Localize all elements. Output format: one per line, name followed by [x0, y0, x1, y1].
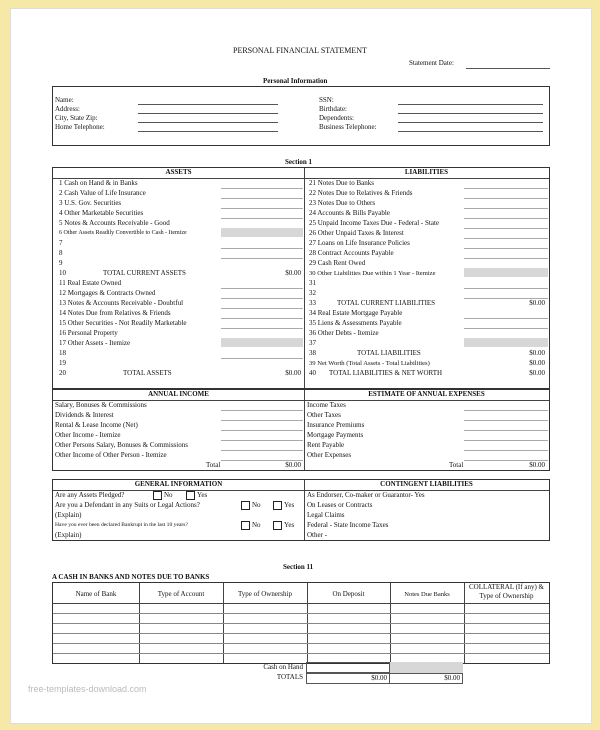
annual-expenses-heading: ESTIMATE OF ANNUAL EXPENSES — [368, 390, 485, 398]
totals-notes-box — [389, 673, 463, 684]
liability-value-line[interactable] — [464, 188, 548, 189]
liability-row: 33 — [309, 299, 316, 307]
city-state-zip-label: City, State Zip: — [55, 114, 98, 122]
defendant-explain: (Explain) — [55, 511, 82, 519]
contingent-row: As Endorser, Co-maker or Guarantor- Yes — [307, 491, 425, 499]
bank-table-row[interactable] — [53, 633, 549, 634]
income-list — [55, 401, 188, 461]
liability-row: 31 — [309, 279, 316, 287]
liability-row: 34 Real Estate Mortgage Payable — [309, 309, 403, 317]
bank-table-row[interactable] — [53, 643, 549, 644]
asset-row: 7 — [59, 239, 63, 247]
bankrupt-no-label: No — [252, 521, 261, 529]
liability-value-line[interactable] — [464, 228, 548, 229]
bank-table-row[interactable] — [53, 603, 549, 604]
liability-row: 35 Liens & Assessments Payable — [309, 319, 402, 327]
expense-value-line[interactable] — [464, 410, 548, 411]
income-row: Other Income - Itemize — [55, 431, 121, 439]
contingent-heading: CONTINGENT LIABILITIES — [380, 480, 473, 488]
liability-row: 21 Notes Due to Banks — [309, 179, 374, 187]
liability-value-line[interactable] — [464, 208, 548, 209]
dependents-label: Dependents: — [319, 114, 354, 122]
asset-value-line[interactable] — [221, 308, 303, 309]
bankrupt-yes-label: Yes — [284, 521, 295, 529]
col-on-deposit: On Deposit — [332, 590, 365, 598]
liability-row: 28 Contract Accounts Payable — [309, 249, 394, 257]
liability-value-line[interactable] — [464, 198, 548, 199]
col-name-of-bank: Name of Bank — [75, 590, 117, 598]
bank-table-row[interactable] — [53, 613, 549, 614]
asset-row: 12 Mortgages & Contracts Owned — [59, 289, 156, 297]
defendant-no-checkbox[interactable] — [241, 501, 250, 510]
bankrupt-no-checkbox[interactable] — [241, 521, 250, 530]
expense-row: Other Expenses — [307, 451, 352, 459]
liability-value-line[interactable] — [464, 318, 548, 319]
contingent-row: Other - — [307, 531, 328, 539]
asset-row: 10 — [59, 269, 66, 277]
col-notes-due-banks: Notes Due Banks — [404, 591, 450, 598]
asset-row: 15 Other Securities - Not Readily Marketable — [59, 319, 187, 327]
income-total-label: Total — [206, 461, 221, 469]
liability-row: 40 — [309, 369, 316, 377]
liability-row: 24 Accounts & Bills Payable — [309, 209, 390, 217]
expenses-total-label: Total — [449, 461, 464, 469]
asset-row: 1 Cash on Hand & in Banks — [59, 179, 138, 187]
total-liabilities-net-worth-label: TOTAL LIABILITIES & NET WORTH — [329, 369, 443, 377]
total-current-liabilities-label: TOTAL CURRENT LIABILITIES — [337, 299, 436, 307]
liability-value-line[interactable] — [464, 238, 548, 239]
liability-row: 22 Notes Due to Relatives & Friends — [309, 189, 413, 197]
assets-heading: ASSETS — [165, 168, 192, 176]
income-total-value: $0.00 — [285, 461, 301, 469]
asset-value-line[interactable] — [221, 358, 303, 359]
bankrupt-question: Have you ever been declared Bankrupt in the last 10 years? — [55, 522, 188, 528]
contingent-row: Legal Claims — [307, 511, 345, 519]
income-row: Rental & Lease Income (Net) — [55, 421, 138, 429]
income-value-line[interactable] — [221, 420, 303, 421]
total-liabilities-net-worth-value: $0.00 — [529, 369, 545, 377]
expense-row: Rent Payable — [307, 441, 345, 449]
section2-title: Section 11 — [283, 563, 314, 571]
expense-row: Mortgage Payments — [307, 431, 364, 439]
section1-box — [52, 167, 550, 389]
liability-row: 29 Cash Rent Owed — [309, 259, 366, 267]
assets-pledged-yes-checkbox[interactable] — [186, 491, 195, 500]
expenses-list — [307, 401, 364, 461]
expense-value-line[interactable] — [464, 440, 548, 441]
asset-row: 3 U.S. Gov. Securities — [59, 199, 122, 207]
expense-value-line[interactable] — [464, 460, 548, 461]
bank-table — [52, 582, 550, 664]
asset-6-shaded — [221, 228, 303, 237]
liability-row: 38 — [309, 349, 316, 357]
statement-date-field[interactable] — [466, 68, 550, 69]
contingent-row: On Leases or Contracts — [307, 501, 373, 509]
liability-row: 25 Unpaid Income Taxes Due - Federal - State — [309, 219, 440, 227]
expense-row: Income Taxes — [307, 401, 346, 409]
income-row: Other Income of Other Person - Itemize — [55, 451, 167, 459]
liability-30-shaded — [464, 268, 548, 277]
asset-value-line[interactable] — [221, 328, 303, 329]
home-telephone-label: Home Telephone: — [55, 123, 105, 131]
income-value-line[interactable] — [221, 430, 303, 431]
liability-value-line[interactable] — [464, 328, 548, 329]
bank-table-row[interactable] — [53, 623, 549, 624]
birthdate-label: Birthdate: — [319, 105, 347, 113]
liability-row: 30 Other Liabilities Due within 1 Year - Itemize — [309, 270, 436, 277]
expense-row: Other Taxes — [307, 411, 341, 419]
general-header-rule — [53, 490, 549, 491]
asset-value-line[interactable] — [221, 188, 303, 189]
defendant-no-label: No — [252, 501, 261, 509]
bankrupt-yes-checkbox[interactable] — [273, 521, 282, 530]
address-field[interactable] — [138, 113, 278, 114]
ssn-field[interactable] — [398, 104, 543, 105]
total-current-assets-value: $0.00 — [285, 269, 301, 277]
expense-value-line[interactable] — [464, 450, 548, 451]
assets-pledged-no-checkbox[interactable] — [153, 491, 162, 500]
assets-pledged-no-label: No — [164, 491, 173, 499]
asset-value-line[interactable] — [221, 258, 303, 259]
cash-in-banks-heading: A CASH IN BANKS AND NOTES DUE TO BANKS — [52, 573, 210, 581]
general-contingent-divider — [304, 480, 305, 540]
cash-on-hand-shaded — [390, 662, 463, 673]
asset-17-shaded — [221, 338, 303, 347]
asset-value-line[interactable] — [221, 318, 303, 319]
watermark: free-templates-download.com — [28, 684, 147, 694]
asset-value-line[interactable] — [221, 198, 303, 199]
city-state-zip-field[interactable] — [138, 122, 278, 123]
annual-income-heading: ANNUAL INCOME — [148, 390, 209, 398]
total-liabilities-value: $0.00 — [529, 349, 545, 357]
net-worth-value: $0.00 — [529, 359, 545, 367]
liabilities-heading: LIABILITIES — [404, 168, 449, 176]
asset-value-line[interactable] — [221, 248, 303, 249]
asset-row: 17 Other Assets - Itemize — [59, 339, 131, 347]
personal-right-labels — [319, 96, 377, 132]
defendant-question: Are you a Defendant in any Suits or Legal Actions? — [55, 501, 200, 509]
total-assets-label: TOTAL ASSETS — [123, 369, 172, 377]
income-expenses-box — [52, 389, 550, 471]
liability-row: 39 Net Worth (Total Assets - Total Liabilities) — [309, 360, 430, 367]
income-value-line[interactable] — [221, 410, 303, 411]
business-telephone-field[interactable] — [398, 131, 543, 132]
expense-value-line[interactable] — [464, 420, 548, 421]
defendant-yes-checkbox[interactable] — [273, 501, 282, 510]
birthdate-field[interactable] — [398, 113, 543, 114]
assets-pledged-yes-label: Yes — [197, 491, 208, 499]
expenses-total-value: $0.00 — [529, 461, 545, 469]
contingent-row: Federal - State Income Taxes — [307, 521, 389, 529]
asset-row: 20 — [59, 369, 66, 377]
asset-value-line[interactable] — [221, 218, 303, 219]
asset-row: 5 Notes & Accounts Receivable - Good — [59, 219, 170, 227]
col-type-of-ownership: Type of Ownership — [238, 590, 292, 598]
asset-value-line[interactable] — [221, 208, 303, 209]
total-current-liabilities-value: $0.00 — [529, 299, 545, 307]
income-value-line[interactable] — [221, 440, 303, 441]
col-collateral: COLLATERAL (If any) & Type of Ownership — [469, 583, 544, 600]
liability-row: 37 — [309, 339, 316, 347]
liability-36-shaded — [464, 338, 548, 347]
address-label: Address: — [55, 105, 80, 113]
asset-value-line[interactable] — [221, 298, 303, 299]
expense-row: Insurance Premiums — [307, 421, 365, 429]
liability-row: 27 Loans on Life Insurance Policies — [309, 239, 410, 247]
income-row: Dividends & Interest — [55, 411, 114, 419]
liability-value-line[interactable] — [464, 218, 548, 219]
defendant-yes-label: Yes — [284, 501, 295, 509]
name-label: Name: — [55, 96, 74, 104]
asset-row: 9 — [59, 259, 63, 267]
totals-deposit-box — [306, 673, 390, 684]
assets-list — [59, 179, 187, 379]
general-info-heading: GENERAL INFORMATION — [134, 480, 223, 488]
ssn-label: SSN: — [319, 96, 334, 104]
bank-table-row[interactable] — [53, 653, 549, 654]
asset-row: 2 Cash Value of Life Insurance — [59, 189, 146, 197]
liability-value-line[interactable] — [464, 248, 548, 249]
section1-title: Section 1 — [285, 158, 313, 166]
name-field[interactable] — [138, 104, 278, 105]
personal-info-heading: Personal Information — [263, 77, 328, 85]
total-assets-value: $0.00 — [285, 369, 301, 377]
personal-left-labels — [55, 96, 105, 132]
asset-row: 18 — [59, 349, 66, 357]
liability-value-line[interactable] — [464, 258, 548, 259]
asset-row: 11 Real Estate Owned — [59, 279, 122, 287]
dependents-field[interactable] — [398, 122, 543, 123]
general-contingent-box — [52, 479, 550, 541]
col-type-of-account: Type of Account — [157, 590, 205, 598]
section1-divider — [304, 168, 305, 388]
asset-row: 8 — [59, 249, 63, 257]
business-telephone-label: Business Telephone: — [319, 123, 377, 131]
liability-value-line[interactable] — [464, 288, 548, 289]
totals-label: TOTALS — [276, 673, 303, 681]
home-telephone-field[interactable] — [138, 131, 278, 132]
personal-info-box — [52, 86, 550, 146]
bankrupt-explain: (Explain) — [55, 531, 82, 539]
document-title: PERSONAL FINANCIAL STATEMENT — [233, 46, 367, 55]
totals-deposit-value: $0.00 — [371, 674, 387, 682]
cash-on-hand-field[interactable] — [306, 662, 390, 673]
asset-row: 16 Personal Property — [59, 329, 118, 337]
asset-row: 4 Other Marketable Securities — [59, 209, 144, 217]
cash-on-hand-label: Cash on Hand — [263, 663, 303, 671]
liability-row: 32 — [309, 289, 316, 297]
totals-notes-value: $0.00 — [444, 674, 460, 682]
asset-row: 6 Other Assets Readily Convertible to Cash - Itemize — [59, 230, 187, 236]
income-row: Other Persons Salary, Bonuses & Commissions — [55, 441, 188, 449]
contingent-list — [307, 491, 425, 541]
total-current-assets-label: TOTAL CURRENT ASSETS — [103, 269, 186, 277]
income-expenses-divider — [304, 390, 305, 470]
income-row: Salary, Bonuses & Commissions — [55, 401, 147, 409]
asset-row: 14 Notes Due from Relatives & Friends — [59, 309, 171, 317]
expense-value-line[interactable] — [464, 430, 548, 431]
asset-value-line[interactable] — [221, 288, 303, 289]
asset-row: 19 — [59, 359, 66, 367]
statement-date-label: Statement Date: — [409, 59, 454, 67]
assets-pledged-question: Are any Assets Pledged? — [55, 491, 125, 499]
income-value-line[interactable] — [221, 460, 303, 461]
liability-row: 36 Other Debts - Itemize — [309, 329, 379, 337]
liability-row: 26 Other Unpaid Taxes & Interest — [309, 229, 404, 237]
document-page — [10, 8, 592, 724]
income-value-line[interactable] — [221, 450, 303, 451]
asset-row: 13 Notes & Accounts Receivable - Doubtful — [59, 299, 184, 307]
liability-row: 23 Notes Due to Others — [309, 199, 376, 207]
total-liabilities-label: TOTAL LIABILITIES — [357, 349, 421, 357]
liability-value-line[interactable] — [464, 298, 548, 299]
